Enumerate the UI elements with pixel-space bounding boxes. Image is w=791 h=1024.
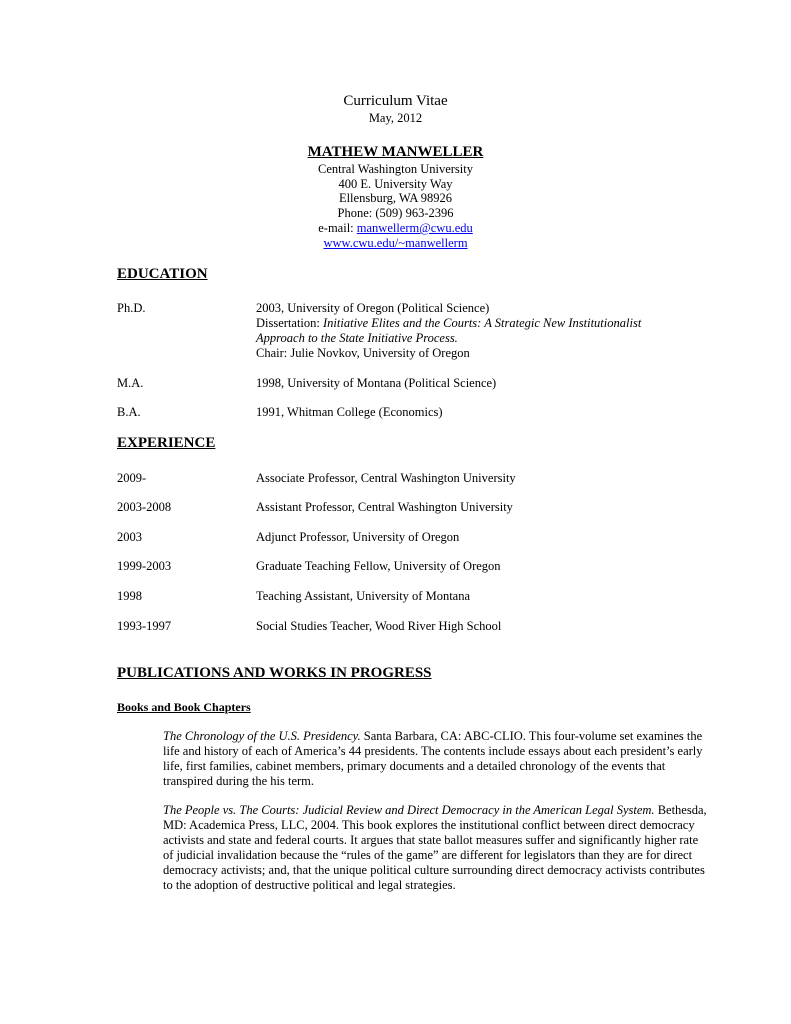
dissertation-title-1: Initiative Elites and the Courts: A Strategic New Institutionalist [323,316,642,330]
website-link[interactable]: www.cwu.edu/~manwellerm [323,236,468,250]
author-name: MATHEW MANWELLER [307,144,484,160]
experience-years: 1999-2003 [117,559,172,573]
ma-details: 1998, University of Montana (Political Science) [256,376,497,390]
book-description: Santa Barbara, CA: ABC-CLIO. This four-volume set examines the life and history of each of America’s 44 presidents. The contents include essays about each president’s early life, first families, cabinet members, primary documents and a detailed chronology of the events that transpired during the his term. [163,729,703,788]
address-line-1: Central Washington University [318,162,473,176]
email-link[interactable]: manwellerm@cwu.edu [356,221,473,235]
email-label: e-mail: [318,221,357,235]
experience-years: 2003-2008 [117,500,172,514]
books-subheading: Books and Book Chapters [117,700,251,714]
dissertation-title-2: Approach to the State Initiative Process. [256,331,458,345]
book-entry [163,803,708,893]
book-title: The People vs. The Courts: Judicial Review and Direct Democracy in the American Legal System. [163,803,655,817]
book-entry [163,729,708,789]
phd-details [256,301,726,361]
dissertation-title-2-line [256,331,726,346]
experience-position: Graduate Teaching Fellow, University of Oregon [256,559,501,573]
email-line [0,221,791,236]
publications-heading: PUBLICATIONS AND WORKS IN PROGRESS [117,665,432,681]
document-date: May, 2012 [368,111,423,125]
experience-position: Social Studies Teacher, Wood River High School [256,619,502,633]
experience-position: Adjunct Professor, University of Oregon [256,530,460,544]
chair-line: Chair: Julie Novkov, University of Oregon [256,346,470,360]
education-heading: EDUCATION [117,266,208,282]
book-description: Bethesda, MD: Academica Press, LLC, 2004. This book explores the institutional conflict between direct democracy activists and state and federal courts. It argues that state ballot measures suffer and significantly higher rate of judicial invalidation because the “rules of the game” are different for legislators than they are for direct democracy activists; and, that the unique political culture surrounding direct democracy activists contributes to the adoption of destructive political and legal strategies. [163,803,707,892]
experience-years: 2009- [117,471,147,485]
experience-position: Associate Professor, Central Washington University [256,471,516,485]
ba-details: 1991, Whitman College (Economics) [256,405,443,419]
phd-label: Ph.D. [117,301,146,315]
experience-position: Assistant Professor, Central Washington University [256,500,513,514]
ba-label: B.A. [117,405,141,419]
ma-label: M.A. [117,376,144,390]
phone-line: Phone: (509) 963-2396 [337,206,454,220]
website-line [0,236,791,251]
address-line-3: Ellensburg, WA 98926 [338,191,453,205]
experience-heading: EXPERIENCE [117,435,216,451]
dissertation-line [256,316,726,331]
experience-years: 1993-1997 [117,619,172,633]
address-line-2: 400 E. University Way [338,177,453,191]
document-title: Curriculum Vitae [343,93,448,109]
experience-years: 2003 [117,530,142,544]
experience-years: 1998 [117,589,142,603]
book-title: The Chronology of the U.S. Presidency. [163,729,361,743]
experience-position: Teaching Assistant, University of Montana [256,589,471,603]
phd-line: 2003, University of Oregon (Political Science) [256,301,490,315]
dissertation-label: Dissertation: [256,316,324,330]
